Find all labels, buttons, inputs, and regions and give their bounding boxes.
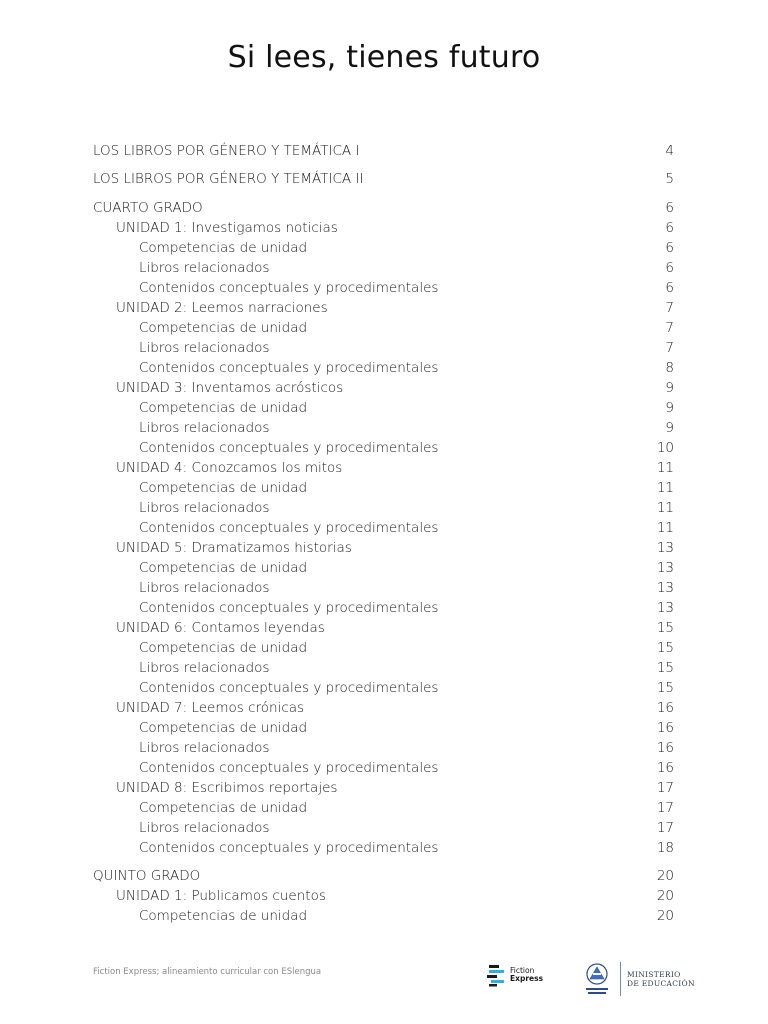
toc-label: Competencias de unidad: [139, 559, 308, 576]
toc-row[interactable]: [93, 866, 674, 886]
toc-row[interactable]: [93, 169, 674, 189]
toc-label: Contenidos conceptuales y procedimentales: [139, 359, 439, 376]
toc-page-number: 9: [665, 419, 674, 436]
toc-page-number: 11: [656, 459, 674, 476]
el-salvador-seal-icon: [578, 961, 616, 997]
toc-row[interactable]: [93, 278, 674, 298]
page-title: Si lees, tienes futuro: [227, 40, 541, 75]
toc-label: UNIDAD 5: Dramatizamos historias: [116, 539, 352, 556]
logo-divider: [620, 962, 621, 996]
toc-page-number: 13: [656, 599, 674, 616]
toc-label: Contenidos conceptuales y procedimentales: [139, 599, 439, 616]
toc-page-number: 13: [656, 539, 674, 556]
toc-label: UNIDAD 1: Investigamos noticias: [116, 219, 338, 236]
toc-row[interactable]: [93, 658, 674, 678]
ministry-text: DE EDUCACIÓN: [627, 979, 695, 988]
toc-label: Competencias de unidad: [139, 399, 308, 416]
toc-row[interactable]: [93, 558, 674, 578]
toc-page-number: 16: [656, 739, 674, 756]
toc-label: UNIDAD 4: Conozcamos los mitos: [116, 459, 343, 476]
toc-row[interactable]: [93, 758, 674, 778]
toc-page-number: 13: [656, 579, 674, 596]
toc-row[interactable]: [93, 141, 674, 161]
toc-label: Competencias de unidad: [139, 639, 308, 656]
toc-label: Contenidos conceptuales y procedimentales: [139, 759, 439, 776]
toc-page-number: 9: [665, 379, 674, 396]
toc-row[interactable]: [93, 698, 674, 718]
toc-row[interactable]: [93, 378, 674, 398]
toc-row[interactable]: [93, 198, 674, 218]
toc-page-number: 17: [656, 779, 674, 796]
footer-text: Fiction Express; alineamiento curricular con ESlengua: [93, 967, 322, 977]
toc-page-number: 4: [665, 143, 674, 159]
toc-page-number: 6: [665, 279, 674, 296]
toc-page-number: 10: [656, 439, 674, 456]
toc-label: Competencias de unidad: [139, 239, 308, 256]
toc-page-number: 13: [656, 559, 674, 576]
toc-label: Contenidos conceptuales y procedimentales: [139, 679, 439, 696]
toc-row[interactable]: [93, 438, 674, 458]
fiction-express-logo-icon: [487, 963, 507, 987]
toc-page-number: 7: [665, 299, 674, 316]
toc-page-number: 6: [665, 219, 674, 236]
toc-label: Competencias de unidad: [139, 479, 308, 496]
toc-label: Contenidos conceptuales y procedimentales: [139, 279, 439, 296]
fiction-express-logo-text: Fiction: [510, 966, 535, 975]
toc-label: Competencias de unidad: [139, 319, 308, 336]
toc-row[interactable]: [93, 398, 674, 418]
toc-page-number: 11: [656, 499, 674, 516]
toc-label: Libros relacionados: [139, 579, 270, 596]
toc-label: UNIDAD 6: Contamos leyendas: [116, 619, 325, 636]
toc-row[interactable]: [93, 718, 674, 738]
toc-row[interactable]: [93, 798, 674, 818]
toc-page-number: 20: [656, 888, 674, 905]
toc-label: UNIDAD 2: Leemos narraciones: [116, 299, 328, 316]
toc-page-number: 16: [656, 759, 674, 776]
fiction-express-logo: [487, 963, 543, 987]
toc-label: Libros relacionados: [139, 499, 270, 516]
toc-row[interactable]: [93, 318, 674, 338]
toc-page-number: 16: [656, 719, 674, 736]
toc-row[interactable]: [93, 498, 674, 518]
toc-row[interactable]: [93, 886, 674, 906]
table-of-contents: [93, 141, 674, 926]
toc-page-number: 6: [665, 259, 674, 276]
toc-row[interactable]: [93, 906, 674, 926]
toc-row[interactable]: [93, 298, 674, 318]
toc-label: LOS LIBROS POR GÉNERO Y TEMÁTICA I: [93, 143, 360, 159]
toc-label: Competencias de unidad: [139, 719, 308, 736]
toc-page-number: 17: [656, 799, 674, 816]
toc-row[interactable]: [93, 818, 674, 838]
ministry-text: MINISTERIO: [627, 970, 681, 979]
toc-label: CUARTO GRADO: [93, 199, 203, 216]
toc-row[interactable]: [93, 458, 674, 478]
toc-page-number: 15: [656, 619, 674, 636]
toc-row[interactable]: [93, 338, 674, 358]
toc-page-number: 8: [665, 359, 674, 376]
toc-row[interactable]: [93, 358, 674, 378]
toc-label: LOS LIBROS POR GÉNERO Y TEMÁTICA II: [93, 171, 364, 188]
toc-page-number: 15: [656, 639, 674, 656]
toc-row[interactable]: [93, 478, 674, 498]
toc-row[interactable]: [93, 578, 674, 598]
toc-page-number: 5: [665, 171, 674, 188]
toc-row[interactable]: [93, 418, 674, 438]
toc-label: Contenidos conceptuales y procedimentales: [139, 519, 439, 536]
toc-label: Libros relacionados: [139, 419, 270, 436]
toc-page-number: 20: [656, 868, 674, 885]
toc-label: UNIDAD 8: Escribimos reportajes: [116, 779, 338, 796]
toc-page-number: 15: [656, 679, 674, 696]
toc-label: Competencias de unidad: [139, 908, 308, 925]
toc-label: Libros relacionados: [139, 659, 270, 676]
toc-page-number: 6: [665, 199, 674, 216]
toc-row[interactable]: [93, 678, 674, 698]
toc-row[interactable]: [93, 598, 674, 618]
toc-page-number: 7: [665, 339, 674, 356]
toc-page-number: 7: [665, 319, 674, 336]
toc-row[interactable]: [93, 838, 674, 858]
toc-label: Libros relacionados: [139, 339, 270, 356]
toc-label: Contenidos conceptuales y procedimentales: [139, 439, 439, 456]
toc-label: Competencias de unidad: [139, 799, 308, 816]
toc-row[interactable]: [93, 218, 674, 238]
fiction-express-logo-text: Express: [510, 974, 544, 983]
toc-label: QUINTO GRADO: [93, 868, 201, 885]
toc-label: UNIDAD 3: Inventamos acrósticos: [116, 379, 344, 396]
toc-page-number: 17: [656, 819, 674, 836]
toc-label: Libros relacionados: [139, 259, 270, 276]
toc-page-number: 9: [665, 399, 674, 416]
toc-page-number: 20: [656, 908, 674, 925]
toc-row[interactable]: [93, 258, 674, 278]
toc-page-number: 18: [656, 839, 674, 856]
toc-row[interactable]: [93, 618, 674, 638]
toc-label: Libros relacionados: [139, 819, 270, 836]
toc-label: Libros relacionados: [139, 739, 270, 756]
toc-page-number: 11: [656, 479, 674, 496]
toc-page-number: 11: [656, 519, 674, 536]
toc-label: UNIDAD 1: Publicamos cuentos: [116, 888, 326, 905]
toc-label: UNIDAD 7: Leemos crónicas: [116, 699, 305, 716]
toc-row[interactable]: [93, 638, 674, 658]
toc-page-number: 15: [656, 659, 674, 676]
toc-label: Contenidos conceptuales y procedimentales: [139, 839, 439, 856]
ministry-of-education-logo: [578, 961, 695, 997]
toc-page-number: 16: [656, 699, 674, 716]
toc-row[interactable]: [93, 238, 674, 258]
toc-page-number: 6: [665, 239, 674, 256]
toc-row[interactable]: [93, 518, 674, 538]
toc-row[interactable]: [93, 738, 674, 758]
toc-row[interactable]: [93, 538, 674, 558]
toc-row[interactable]: [93, 778, 674, 798]
